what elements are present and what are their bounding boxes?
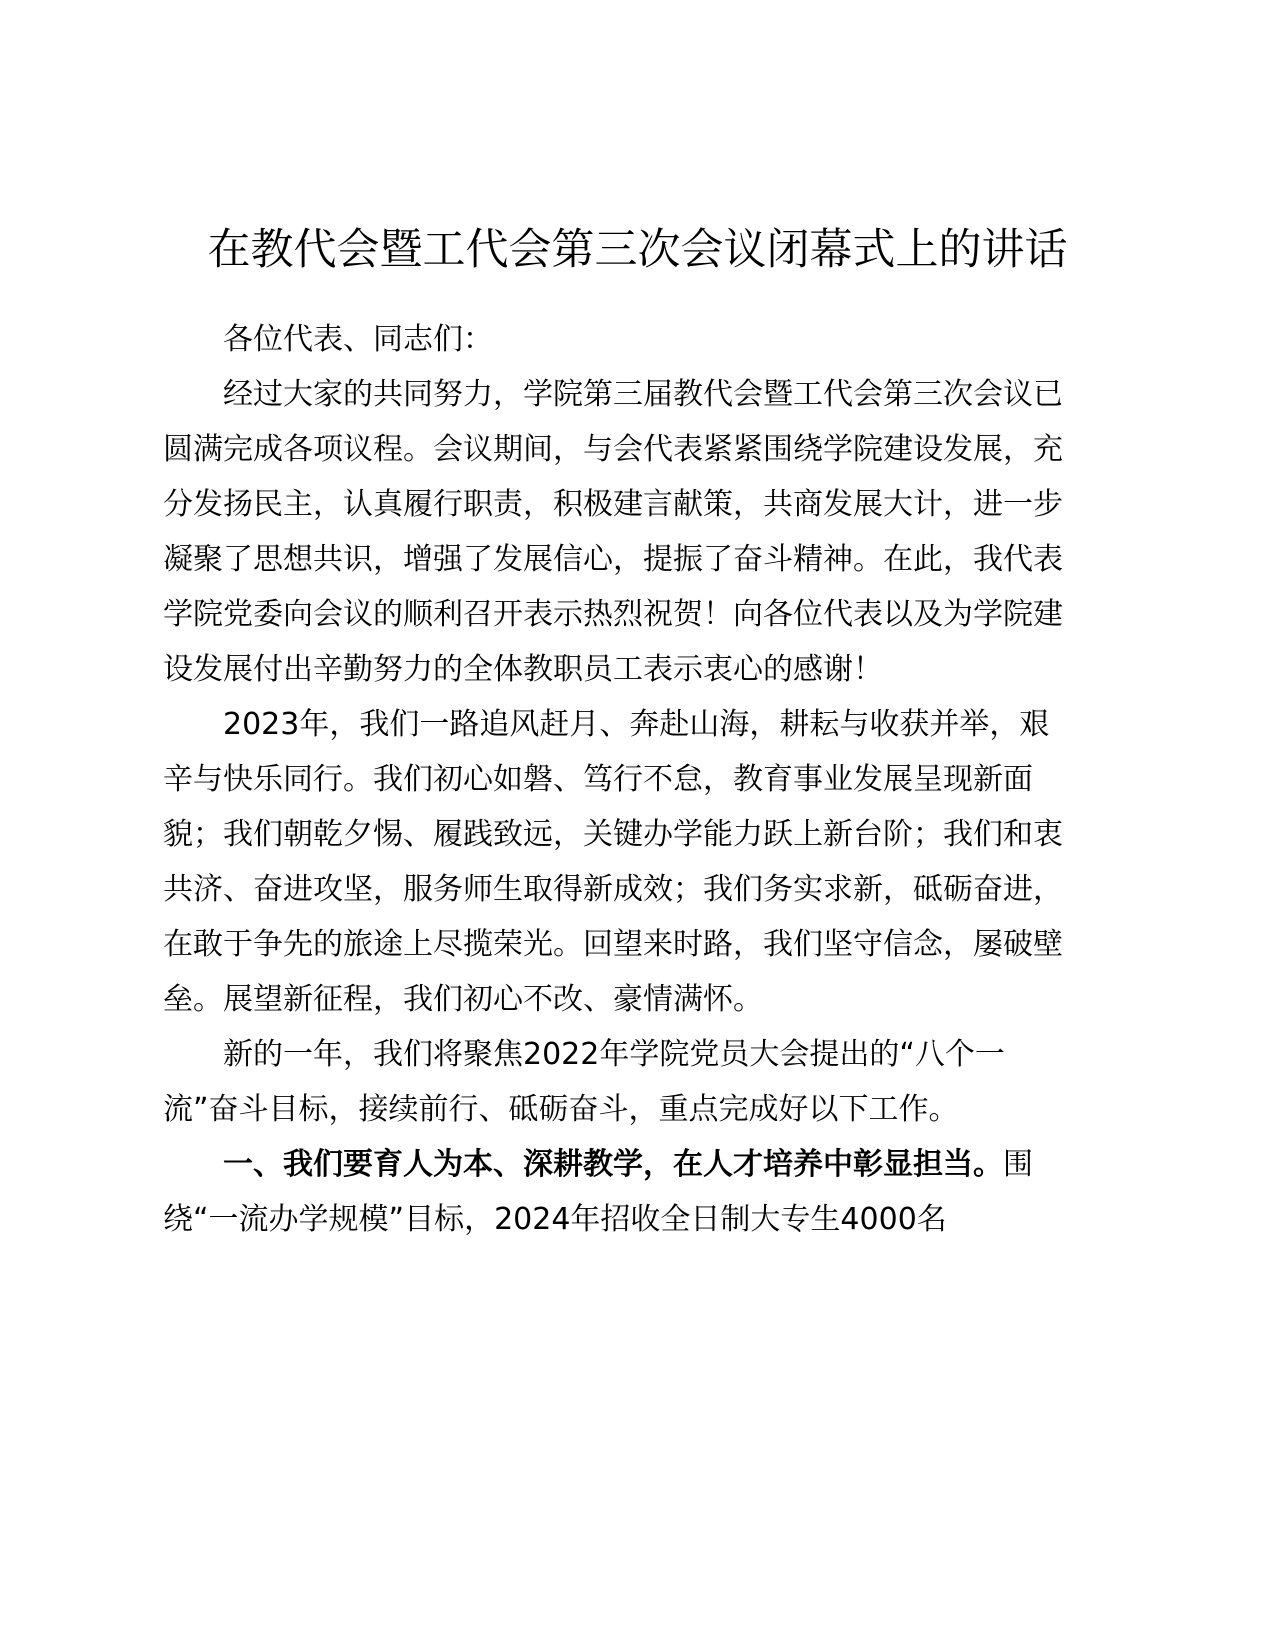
section-one-heading: 一、我们要育人为本、深耕教学，在人才培养中彰显担当。 — [223, 1147, 1003, 1182]
paragraph-3: 新的一年，我们将聚焦2022年学院党员大会提出的“八个一流”奋斗目标，接续前行、砥砺奋斗，重点完成好以下工作。 — [163, 1037, 1005, 1127]
paragraph-4 — [163, 1137, 1073, 1247]
paragraph-2: 2023年，我们一路追风赶月、奔赴山海，耕耘与收获并举，艰辛与快乐同行。我们初心如磐、笃行不怠，教育事业发展呈现新面貌；我们朝乾夕惕、履践致远，关键办学能力跃上新台阶；我们和衷共济、奋进攻坚，服务师生取得新成效；我们务实求新，砥砺奋进，在敢于争先的旅途上尽揽荣光。回望来时路，我们坚守信念，屡破壁垒。展望新征程，我们初心不改、豪情满怀。 — [163, 707, 1063, 1017]
section-one-text: 围绕“一流办学规模”目标，2024年招收全日制大专生4000名 — [163, 1147, 1033, 1237]
document-title: 在教代会暨工代会第三次会议闭幕式上的讲话 — [207, 225, 1068, 275]
salutation: 各位代表、同志们： — [223, 322, 493, 357]
paragraph-1: 经过大家的共同努力，学院第三届教代会暨工代会第三次会议已圆满完成各项议程。会议期间，与会代表紧紧围绕学院建设发展，充分发扬民主，认真履行职责，积极建言献策，共商发展大计，进一步凝聚了思想共识，增强了发展信心，提振了奋斗精神。在此，我代表学院党委向会议的顺利召开表示热烈祝贺！向各位代表以及为学院建设发展付出辛勤努力的全体教职员工表示衷心的感谢！ — [163, 377, 1063, 687]
document-body — [163, 312, 1073, 1247]
